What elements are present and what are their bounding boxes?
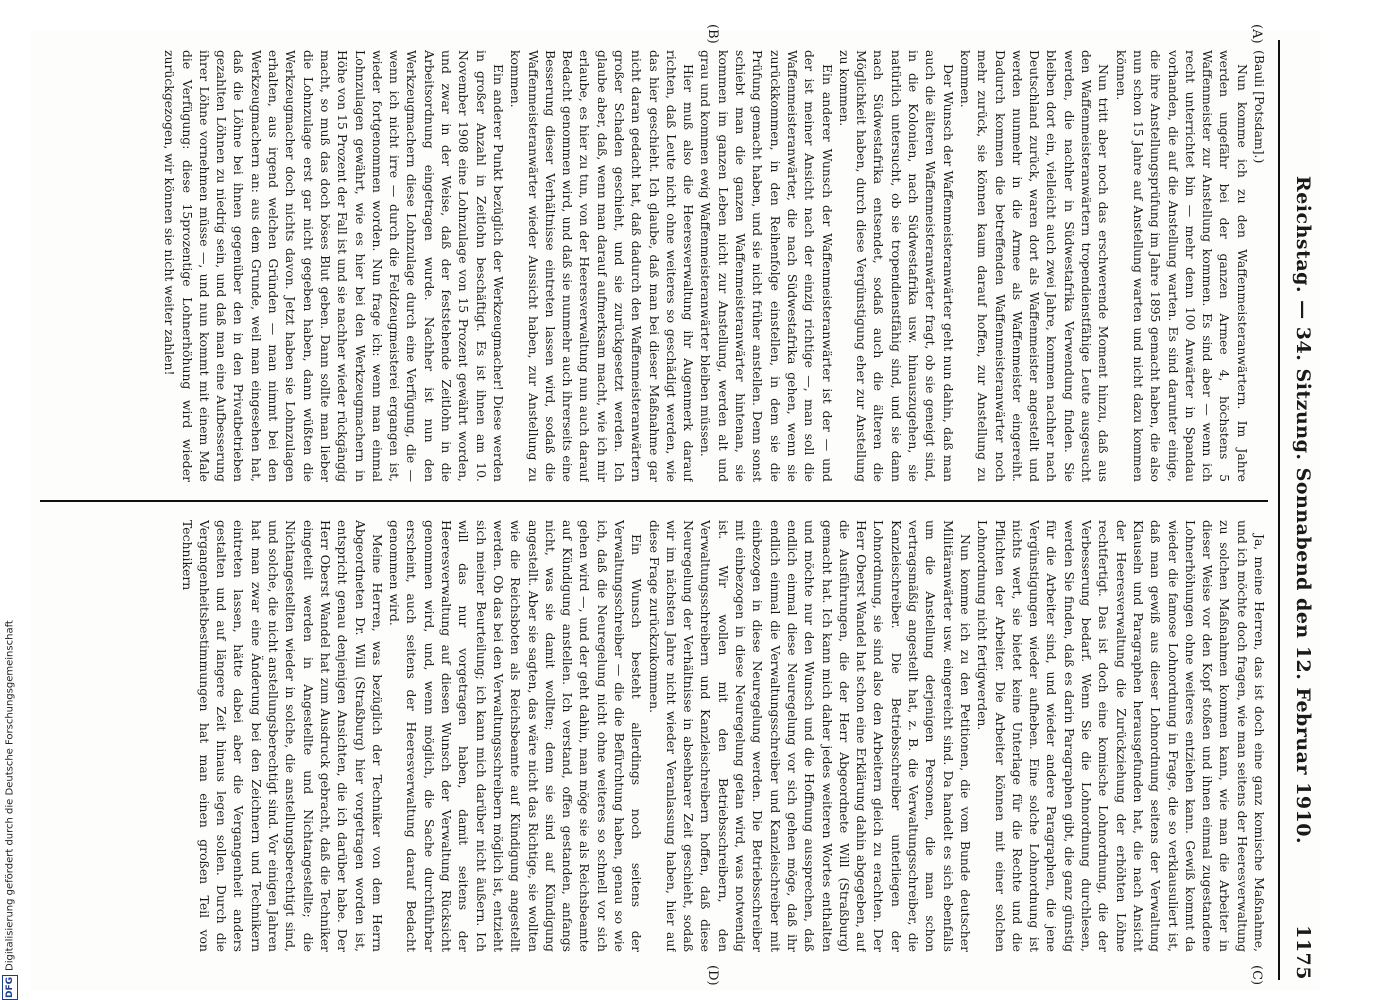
scanned-page <box>30 24 1320 990</box>
credit-text: Digitalisierung gefördert durch die Deutsche Forschungsgemeinschaft <box>4 620 16 971</box>
paragraph: Ein anderer Wunsch der Waffenmeisteranwärter ist der — und der ist meiner Ansicht nach der einzig richtige —, man soll die Waffenmeisteranwärter, die nach Südwestafrika gehen, wenn sie zurückkommen, in den Reihenfolge einstellen, in dem sie die Prüfung gemacht haben, und sie nicht früher anstellen. Denn sonst schiebt man die ganzen Waffenmeisteranwärter hintenan, sie kommen im ganzen Leben nicht zur Anstellung, werden alt und grau und kommen ewig Waffenmeisteranwärter bleiben müssen. <box>698 50 835 482</box>
page-title: Reichstag. — 34. Sitzung. Sonnabend den 12. Februar 1910. <box>1292 175 1314 845</box>
paragraph: Der Wunsch der Waffenmeisteranwärter geht nun dahin, daß man auch die älteren Waffenmeisteranwärter fragt, ob sie geneigt sind, in die Kolonien, nach Südwestafrika usw. hinauszugehen, sie natürlich untersucht, ob sie tropendienstfähig sind, und sie dann nach Südwestafrika entsendet, sodaß auch die älteren die Möglichkeit haben, durch diese Vergünstigung eher zur Anstellung zu kommen. <box>836 50 956 482</box>
page-header <box>1284 40 1314 980</box>
page-number: 1175 <box>1292 925 1314 980</box>
dfg-logo: DFG <box>2 975 18 1000</box>
paragraph: Nun komme ich zu den Petitionen, die vom Bunde deutscher Militäranwärter usw. eingereicht sind. Da handelt es sich ebenfalls um die Anstellung derjenigen Personen, die man schon vertragsmäßig angestellt hat, z. B. die Verwaltungsschreiber, die Kanzleischreiber. Die Betriebsschreiber unterliegen der Lohnordnung, sie sind also den Arbeitern gleich zu erachten. Der Herr Oberst Wandel hat schon eine Erklärung dahin abgegeben, auf die Ausführungen, die der Herr Abgeordnete Will (Straßburg) gemacht hat. Ich kann mich daher jedes weiteren Wortes enthalten und möchte nur den Wunsch und die Hoffnung aussprechen, daß endlich einmal diese Neuregelung vor sich gehen möge, daß ihr endlich einmal die Verwaltungsschreiber und Kanzleischreiber mit einbezogen in diese Neuregelung werden. Die Betriebsschreiber mit einbezogen in diese Neuregelung getan wird, was notwendig ist. Wir wollen mit den Betriebsschreibern, den Verwaltungsschreibern und Kanzleischreibern hoffen, daß diese Neuregelung der Verhältnisse in absehbarer Zeit geschieht, sodaß wir im nächsten Jahre nicht wieder Veranlassung haben, hier auf diese Frage zurückzukommen. <box>646 520 973 952</box>
header-rule <box>1278 40 1280 980</box>
paragraph: Ein anderer Punkt bezüglich der Werkzeugmacher! Diese werden in großer Anzahl in Zeitlohn beschäftigt. Es ist ihnen am 10. November 1908 eine Lohnzulage von 15 Prozent gewährt worden, und zwar in der Weise, daß der feststehende Zeitlohn in die Arbeitsordnung eingetragen wurde. Nachher ist nun den Werkzeugmachern diese Lohnzulage durch eine Verfügung, die — wenn ich nicht irre — durch die Feldzeugmeisterei ergangen ist, wieder fortgenommen worden. Nun frage ich: wenn man einmal Lohnzulagen gewährt, wie es hier bei den Werkzeugmachern in Höhe von 15 Prozent der Fall ist und sie nachher wieder rückgängig macht, so muß das doch böses Blut geben. Dann sollte man lieber die Lohnzulage erst gar nicht gegeben haben, dann wüßten die Werkzeugmacher doch nichts davon. Jetzt haben sie Lohnzulagen erhalten, aus irgend welchen Gründen — man nimmt bei den Werkzeugmachern an: aus dem Grunde, weil man eingesehen hat, daß die Löhne bei ihnen gegenüber den in den Privatbetrieben gezahlten Löhnen zu niedrig sein, und daß man eine Aufbesserung ihrer Löhne vornehmen müsse —, und nun kommt mit einem Male die Verfügung: diese 15prozentige Lohnerhöhung wird wieder zurückgezogen, wir können sie nicht weiter zahlen! <box>162 50 506 482</box>
column-divider <box>40 500 1268 502</box>
margin-mark-c: (C) <box>1249 965 1264 986</box>
paragraph: Meine Herren, was bezüglich der Techniker von dem Herrn Abgeordneten Dr. Will (Straßburg) hier vorgetragen worden ist, entspricht genau denjenigen Ansichten, die ich darüber habe. Der Herr Oberst Wandel hat zum Ausdruck gebracht, daß die Techniker eingeteilt werden in Angestellte und Nichtangestellte; die Nichtangestellten wieder in solche, die anstellungsberechtigt sind, und solche, die nicht anstellungsberechtigt sind. Vor einigen Jahren hat man zwar eine Änderung bei den Zeichnern und Technikern eintreten lassen, hätte dabei aber die Vergangenheit anders gestalten und auf längere Zeit hinaus legen sollen. Durch die Vergangenheitsbestimmungen hat man einen großen Teil von Technikern <box>179 520 385 952</box>
speaker-line: (Bauli [Potsdam].) <box>1252 50 1267 164</box>
margin-mark-b: (B) <box>705 24 720 44</box>
left-column <box>40 50 1268 482</box>
paragraph: Nun komme ich zu den Waffenmeisteranwärtern. Im Jahre werden ungefähr bei der ganzen Armee 4, höchstens 5 Waffenmeister zur Anstellung kommen. Es sind aber — wenn ich recht unterrichtet bin — mehr denn 100 Anwärter in Spandau vorhanden, die auf die Anstellung warten. Es sind darunter einige, die ihre Anstellungsprüfung im Jahre 1895 gemacht haben, die also nun schon 15 Jahre auf Anstellung warten und nicht dazu kommen können. <box>1113 50 1250 482</box>
margin-mark-a: (A) <box>1249 24 1264 44</box>
margin-mark-d: (D) <box>705 965 720 986</box>
paragraph: Hier muß also die Heeresverwaltung ihr Augenmerk darauf richten, daß Leute nicht ohne weiteres so geschädigt werden, wie das hier geschieht. Ich glaube, daß man bei dieser Maßnahme gar nicht daran gedacht hat, daß dadurch den Waffenmeisteranwärtern großer Schaden geschieht, und sie zurückgesetzt werden. Ich glaube aber, daß, wenn man darauf aufmerksam macht, wie ich mir erlaube, es hier zu tun, von der Heeresverwaltung nun auch darauf Bedacht genommen wird, und daß sie nunmehr auch ihrerseits eine Besserung dieser Verhältnisse eintreten lassen wird, sodaß die Waffenmeisteranwärter wieder Aussicht haben, zur Anstellung zu kommen. <box>508 50 697 482</box>
paragraph: Ein Wunsch besteht allerdings noch seitens der Verwaltungsschreiber — die die Befürchtung haben, genau so wie ich, daß die Neuregelung nicht ohne weiteres so schnell vor sich gehen wird —, und der geht dahin, man möge sie als Reichsbeamte auf Kündigung anstellen. Ich verstand, offen gestanden, anfangs nicht, was sie damit wollten; denn sie sind auf Kündigung angestellt. Aber sie sagten, das wäre nicht das Richtige, sie wollten wie die Reichsboten als Reichsbeamte auf Kündigung angestellt werden. Ob das bei den Verwaltungsschreibern möglich ist, entzieht sich meiner Beurteilung; ich kann mich darüber nicht äußern. Ich will das nur vorgetragen haben, damit seitens der Heeresverwaltung auf diesen Wunsch der Verwaltung Rücksicht genommen wird, und, wenn möglich, die Sache durchführbar erscheint, auch seitens der Heeresverwaltung darauf Bedacht genommen wird. <box>387 520 645 952</box>
paragraph: Ja, meine Herren, das ist doch eine ganz komische Maßnahme, und ich möchte doch fragen, wie man seitens der Heeresverwaltung zu solchen Maßnahmen kommen kann, wie man die Arbeiter in dieser Weise vor den Kopf stoßen und ihnen einmal zugestandene Lohnerhöhungen ohne weiteres entziehen kann. Gewiß kommt da wieder die famose Lohnordnung in Frage, die so verklausuliert ist, daß man gewiß aus dieser Lohnordnung seitens der Verwaltung Klauseln und Paragraphen herausgefunden hat, die nach Ansicht der Heeresverwaltung die Zurückziehung der erhöhten Löhne rechtfertigt. Das ist doch eine komische Lohnordnung, die der Verbesserung bedarf. Wenn Sie die Lohnordnung durchlesen, werden Sie finden, daß es darin Paragraphen gibt, die ganz günstig für die Arbeiter sind, und wieder andere Paragraphen, die jene Vergünstigungen wieder aufheben. Eine solche Lohnordnung ist nichts wert, sie bietet keine Unterlage für die Rechte und die Pflichten der Arbeiter. Die Arbeiter können mit einer solchen Lohnordnung nicht fertigwerden. <box>975 520 1267 952</box>
digitization-credit <box>0 600 20 1000</box>
paragraph: Nun tritt aber noch das erschwerende Moment hinzu, daß aus den Waffenmeisteranwärtern tropendienstfähige Leute ausgesucht werden, die nachher in Südwestafrika Verwendung finden. Sie bleiben dort ein, vielleicht auch zwei Jahre, kommen nachher nach Deutschland zurück, waren dort als Waffenmeister angestellt und werden nunmehr in die Armee als Waffenmeister eingereiht. Dadurch kommen die betreffenden Waffenmeisteranwärter noch mehr zurück, sie können kaum darauf hoffen, zur Anstellung zu kommen. <box>957 50 1112 482</box>
right-column <box>40 520 1268 952</box>
